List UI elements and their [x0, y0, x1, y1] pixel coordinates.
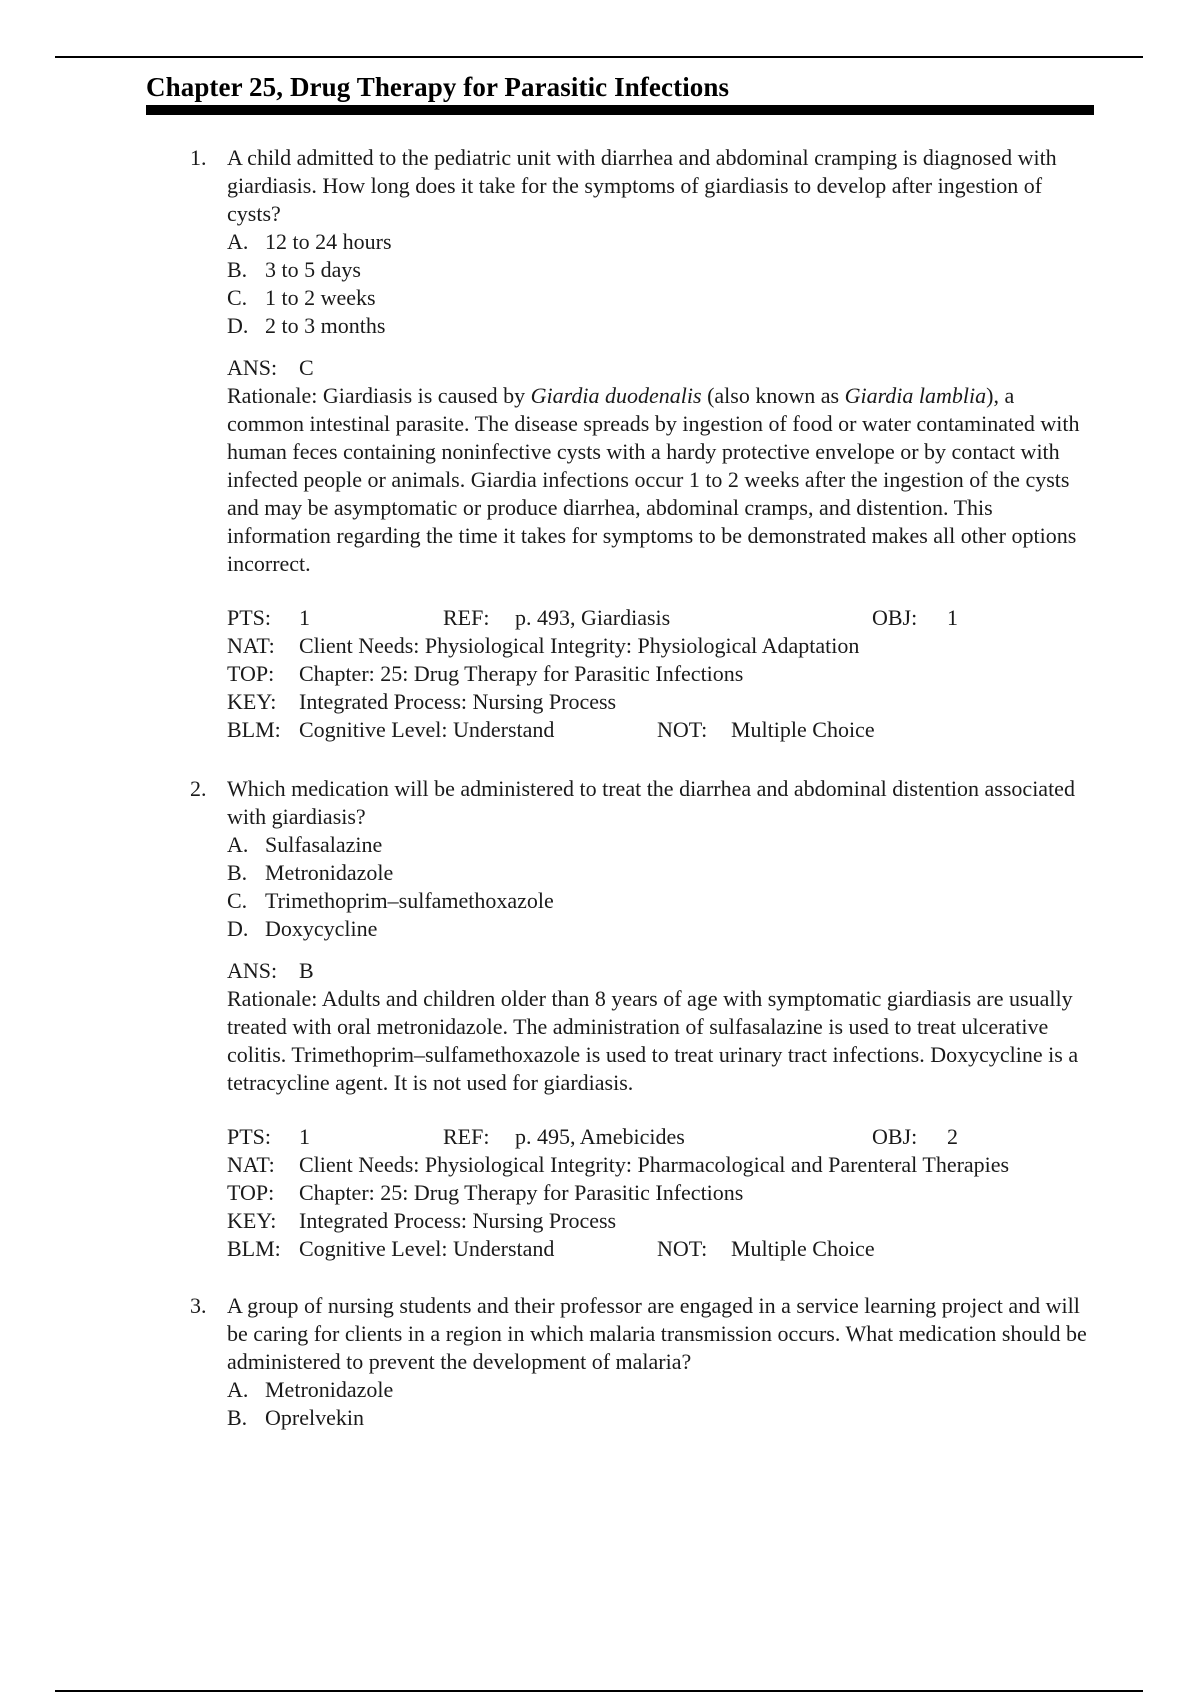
- meta-row-blm: [227, 716, 1087, 744]
- page-bottom-rule: [55, 1690, 1143, 1692]
- meta-row-top: [227, 660, 1087, 688]
- top-label: TOP:: [227, 661, 275, 686]
- obj-label: OBJ:: [872, 1124, 918, 1149]
- answer-label: ANS:: [227, 958, 278, 983]
- option-text: Metronidazole: [265, 1377, 394, 1402]
- meta-row-pts: [227, 1123, 1087, 1151]
- obj-value: 1: [947, 605, 958, 630]
- question-body: [227, 775, 1087, 1263]
- page-top-rule: [55, 56, 1143, 58]
- meta-row-nat: [227, 632, 1087, 660]
- obj-label: OBJ:: [872, 605, 918, 630]
- option-letter: D.: [227, 313, 249, 338]
- key-label: KEY:: [227, 1208, 277, 1233]
- option-letter: B.: [227, 257, 248, 282]
- meta-row-top: [227, 1179, 1087, 1207]
- ref-value: p. 495, Amebicides: [515, 1124, 685, 1149]
- option-letter: D.: [227, 916, 249, 941]
- option-letter: C.: [227, 285, 248, 310]
- question-number: 3.: [190, 1293, 207, 1318]
- option-b: [227, 256, 1087, 284]
- option-text: Doxycycline: [265, 916, 378, 941]
- title-underline-bar: [146, 105, 1094, 115]
- question-stem: A group of nursing students and their professor are engaged in a service learning project and will be caring for clients in a region in which malaria transmission occurs. What medication should be administered to prevent the development of malaria?: [227, 1293, 1087, 1374]
- rationale-text: Adults and children older than 8 years of age with symptomatic giardiasis are usually treated with oral metronidazole. The administration of sulfasalazine is used to treat ulcerative colitis. Trimethoprim–sulfamethoxazole is used to treat urinary tract infections. Doxycycline is a tetracycline agent. It is not used for giardiasis.: [227, 986, 1079, 1095]
- meta-row-nat: [227, 1151, 1087, 1179]
- question-metadata: [227, 1123, 1087, 1263]
- not-value: Multiple Choice: [731, 717, 875, 742]
- pts-value: 1: [299, 605, 310, 630]
- option-text: Sulfasalazine: [265, 832, 383, 857]
- answer-line: [227, 354, 1087, 382]
- rationale-label: Rationale:: [227, 383, 318, 408]
- rationale-text: Giardiasis is caused by: [322, 383, 526, 408]
- option-a: [227, 1376, 1087, 1404]
- rationale-text: (also known as: [707, 383, 840, 408]
- not-label: NOT:: [657, 717, 708, 742]
- answer-value: B: [299, 958, 314, 983]
- option-text: 2 to 3 months: [265, 313, 386, 338]
- option-letter: C.: [227, 888, 248, 913]
- blm-value: Cognitive Level: Understand: [299, 717, 555, 742]
- option-letter: B.: [227, 860, 248, 885]
- question-number: 2.: [190, 776, 207, 801]
- answer-options: [227, 1376, 1087, 1432]
- option-letter: A.: [227, 832, 249, 857]
- ref-label: REF:: [443, 1124, 490, 1149]
- option-letter: A.: [227, 229, 249, 254]
- answer-options: [227, 831, 1087, 943]
- rationale-text: ), a common intestinal parasite. The disease spreads by ingestion of food or water contaminated with human feces containing noninfective cysts with a hardy protective envelope or by contact with infected people or animals. Giardia infections occur 1 to 2 weeks after the ingestion of the cysts and may be asymptomatic or produce diarrhea, abdominal cramps, and distention. This information regarding the time it takes for symptoms to be demonstrated makes all other options incorrect.: [227, 383, 1080, 576]
- option-a: [227, 831, 1087, 859]
- option-text: Oprelvekin: [265, 1405, 364, 1430]
- key-value: Integrated Process: Nursing Process: [299, 1208, 617, 1233]
- ref-value: p. 493, Giardiasis: [515, 605, 671, 630]
- chapter-title: Chapter 25, Drug Therapy for Parasitic Infections: [146, 72, 730, 102]
- nat-label: NAT:: [227, 1152, 275, 1177]
- meta-row-key: [227, 688, 1087, 716]
- option-c: [227, 284, 1087, 312]
- key-value: Integrated Process: Nursing Process: [299, 689, 617, 714]
- option-a: [227, 228, 1087, 256]
- not-label: NOT:: [657, 1236, 708, 1261]
- nat-value: Client Needs: Physiological Integrity: Pharmacological and Parenteral Therapies: [299, 1152, 1010, 1177]
- question-metadata: [227, 604, 1087, 744]
- option-text: 3 to 5 days: [265, 257, 361, 282]
- option-letter: A.: [227, 1377, 249, 1402]
- blm-label: BLM:: [227, 717, 281, 742]
- meta-row-blm: [227, 1235, 1087, 1263]
- top-value: Chapter: 25: Drug Therapy for Parasitic Infections: [299, 1180, 744, 1205]
- rationale-italic-term: Giardia duodenalis: [530, 383, 702, 408]
- rationale: [227, 985, 1087, 1097]
- answer-options: [227, 228, 1087, 340]
- option-c: [227, 887, 1087, 915]
- answer-line: [227, 957, 1087, 985]
- blm-value: Cognitive Level: Understand: [299, 1236, 555, 1261]
- question-stem: Which medication will be administered to treat the diarrhea and abdominal distention associated with giardiasis?: [227, 776, 1075, 829]
- answer-value: C: [299, 355, 314, 380]
- option-text: 12 to 24 hours: [265, 229, 392, 254]
- rationale: [227, 382, 1087, 578]
- pts-value: 1: [299, 1124, 310, 1149]
- option-letter: B.: [227, 1405, 248, 1430]
- key-label: KEY:: [227, 689, 277, 714]
- blm-label: BLM:: [227, 1236, 281, 1261]
- option-text: 1 to 2 weeks: [265, 285, 376, 310]
- not-value: Multiple Choice: [731, 1236, 875, 1261]
- answer-label: ANS:: [227, 355, 278, 380]
- pts-label: PTS:: [227, 1124, 272, 1149]
- nat-label: NAT:: [227, 633, 275, 658]
- option-text: Trimethoprim–sulfamethoxazole: [265, 888, 554, 913]
- pts-label: PTS:: [227, 605, 272, 630]
- question-body: [227, 1292, 1087, 1432]
- nat-value: Client Needs: Physiological Integrity: Physiological Adaptation: [299, 633, 860, 658]
- top-value: Chapter: 25: Drug Therapy for Parasitic Infections: [299, 661, 744, 686]
- meta-row-key: [227, 1207, 1087, 1235]
- option-text: Metronidazole: [265, 860, 394, 885]
- rationale-label: Rationale:: [227, 986, 318, 1011]
- option-d: [227, 915, 1087, 943]
- question-body: [227, 144, 1087, 744]
- question-number: 1.: [190, 145, 207, 170]
- option-b: [227, 1404, 1087, 1432]
- meta-row-pts: [227, 604, 1087, 632]
- rationale-italic-term: Giardia lamblia: [844, 383, 987, 408]
- question-stem: A child admitted to the pediatric unit with diarrhea and abdominal cramping is diagnosed with giardiasis. How long does it take for the symptoms of giardiasis to develop after ingestion of cysts?: [227, 145, 1057, 226]
- option-d: [227, 312, 1087, 340]
- top-label: TOP:: [227, 1180, 275, 1205]
- option-b: [227, 859, 1087, 887]
- ref-label: REF:: [443, 605, 490, 630]
- obj-value: 2: [947, 1124, 958, 1149]
